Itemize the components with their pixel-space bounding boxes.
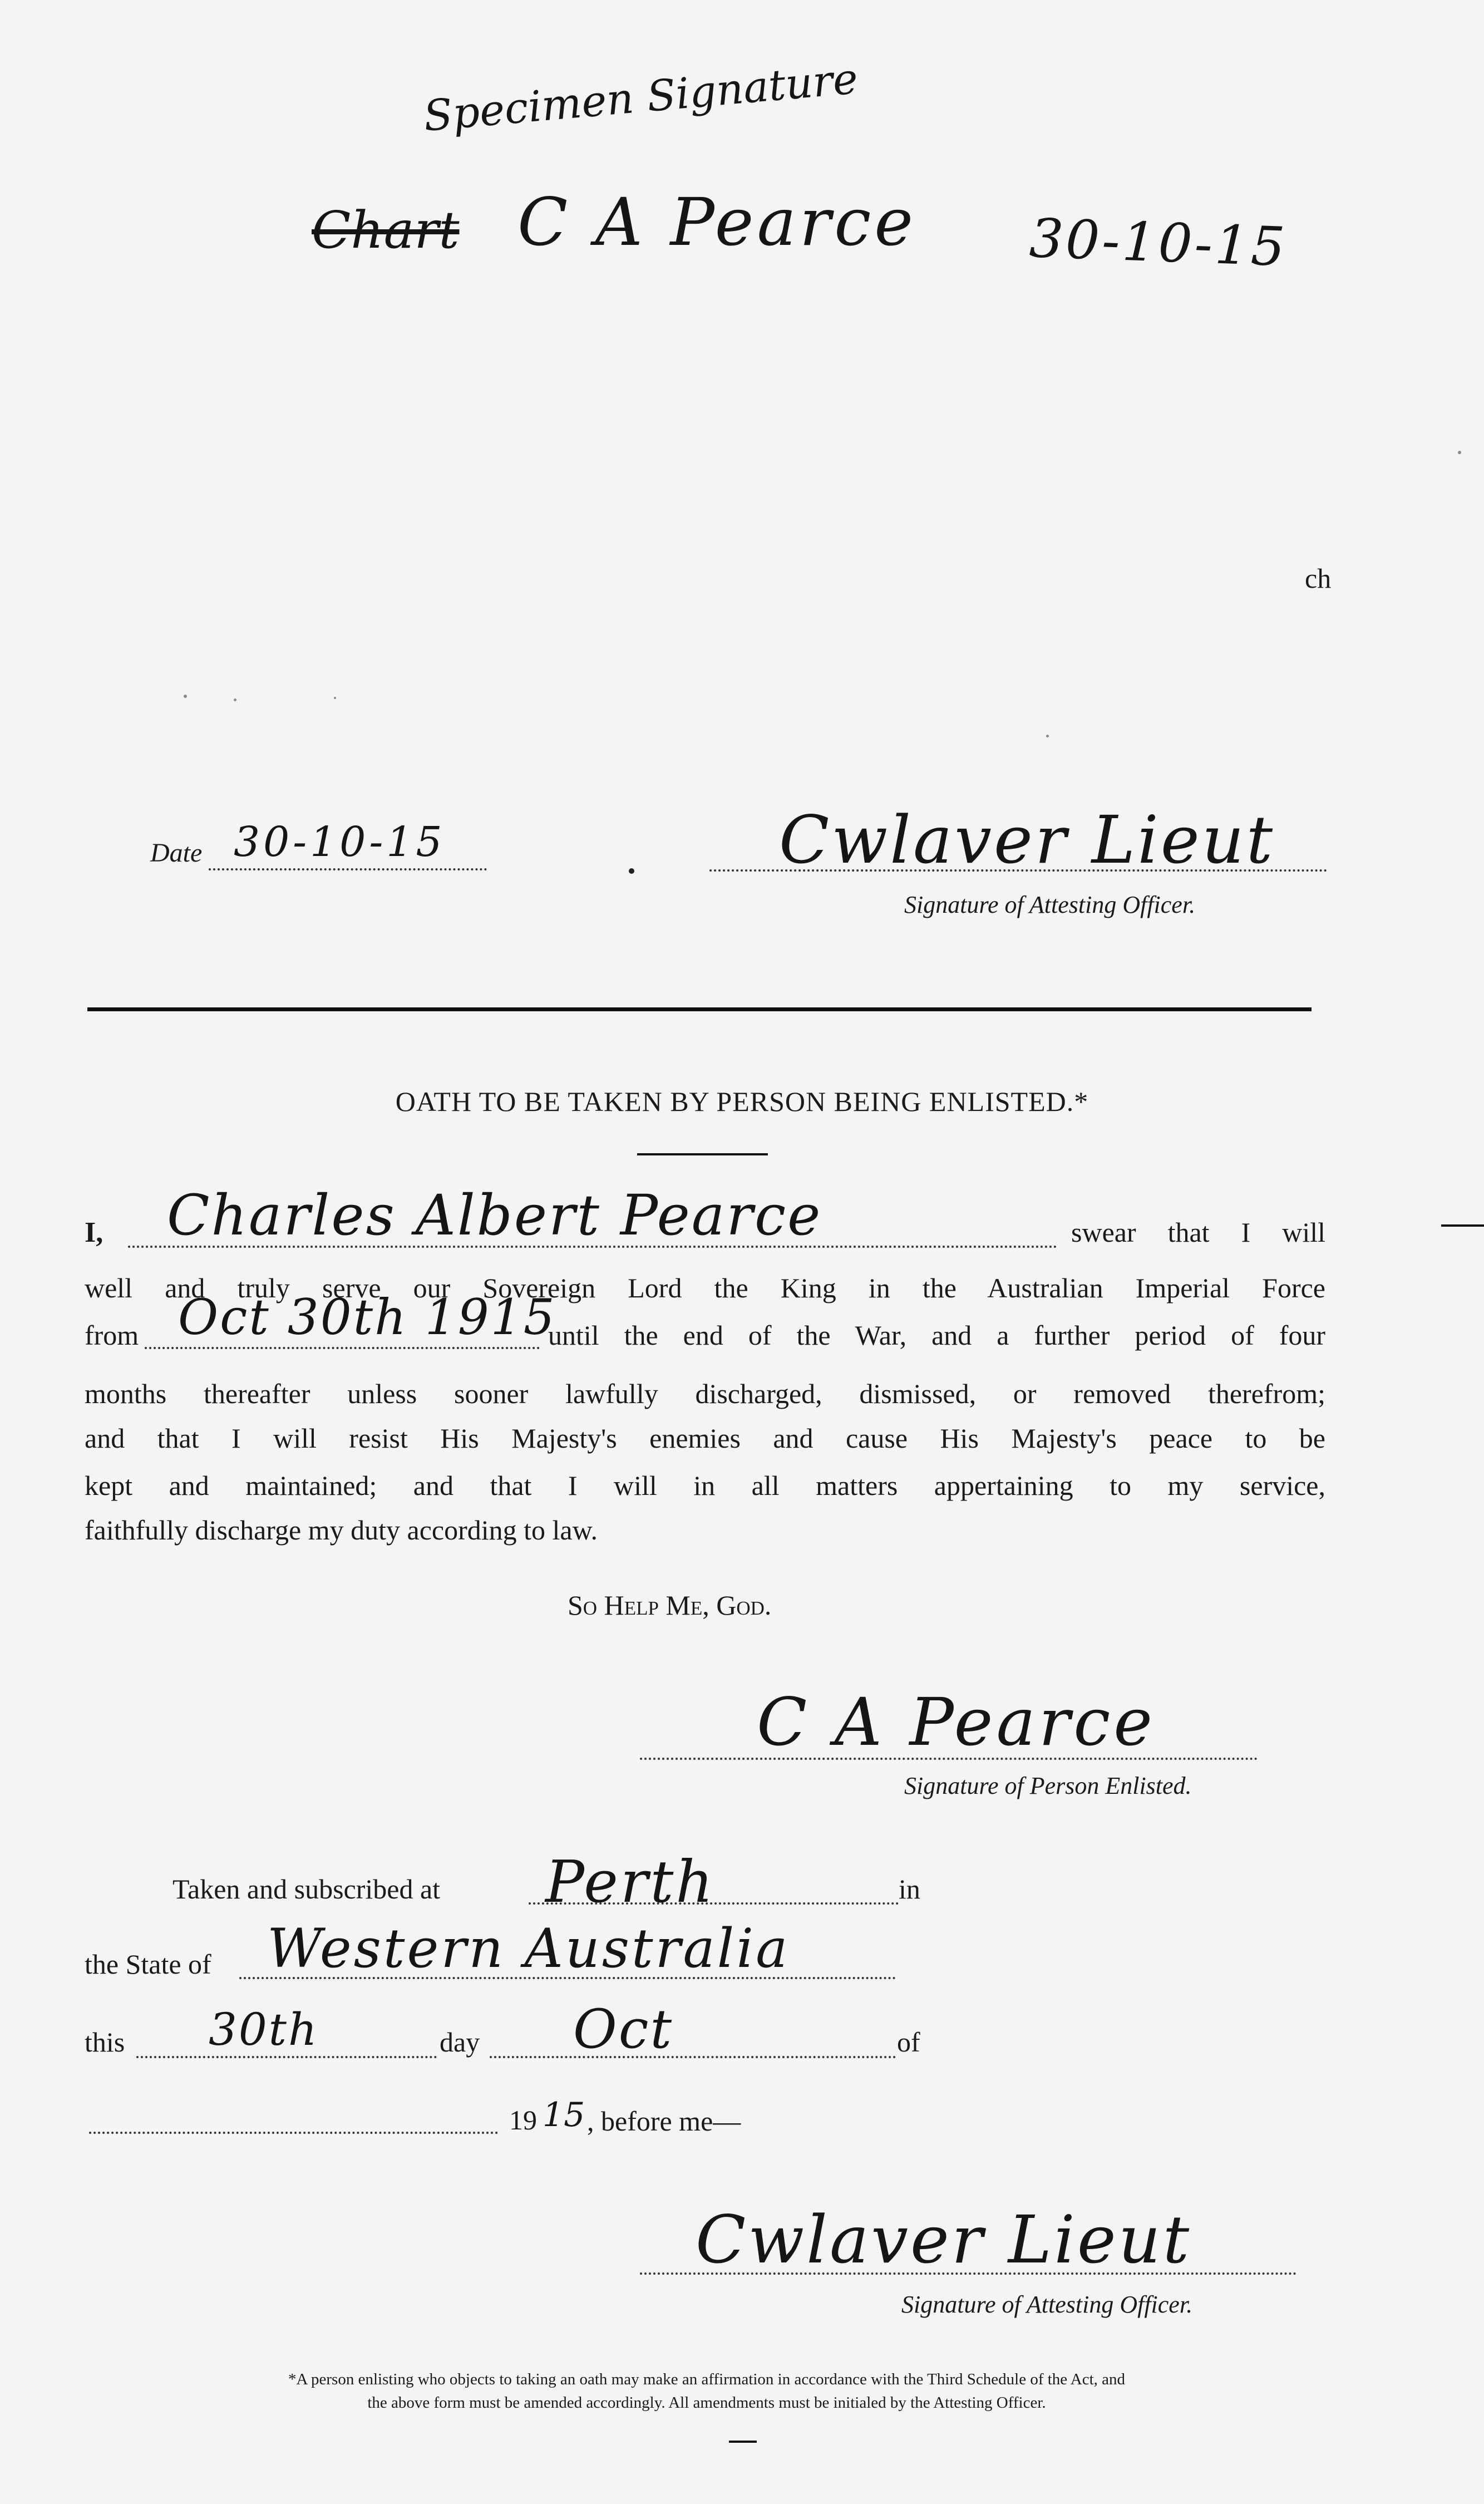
state-label: the State of bbox=[85, 1949, 211, 1980]
second-officer-caption: Signature of Attesting Officer. bbox=[901, 2291, 1193, 2318]
specimen-date: 30-10-15 bbox=[1028, 206, 1289, 279]
day-label: day bbox=[440, 2026, 480, 2058]
taken-label: Taken and subscribed at bbox=[172, 1873, 441, 1905]
section-divider bbox=[87, 1007, 1312, 1011]
subscription-day-value: 30th bbox=[209, 2004, 319, 2055]
title-underline bbox=[637, 1153, 768, 1155]
oath-title: OATH TO BE TAKEN BY PERSON BEING ENLISTED.* bbox=[395, 1086, 1089, 1117]
margin-fragment: ch bbox=[1305, 563, 1332, 594]
footnote-line2: the above form must be amended accordingly. All amendments must be initialed by the Attesting Officer. bbox=[367, 2394, 1046, 2412]
attesting-officer-signature: Cwlaver Lieut bbox=[779, 801, 1275, 878]
second-officer-signature: Cwlaver Lieut bbox=[696, 2201, 1192, 2278]
attestation-date-value: 30-10-15 bbox=[234, 818, 446, 866]
subscription-state: Western Australia bbox=[267, 1917, 790, 1980]
oath-line5: and that I will resist His Majesty's enemies and cause His Majesty's peace to be bbox=[85, 1423, 1325, 1454]
specimen-heading: Specimen Signature bbox=[421, 53, 860, 141]
attesting-officer-caption: Signature of Attesting Officer. bbox=[904, 891, 1196, 918]
of-label: of bbox=[897, 2026, 920, 2058]
subscription-place: Perth bbox=[545, 1848, 716, 1916]
in-label: in bbox=[899, 1873, 920, 1905]
oath-line7: faithfully discharge my duty according to law. bbox=[85, 1514, 598, 1546]
oath-from-label: from bbox=[85, 1320, 139, 1351]
oath-line2: well and truly serve our Sovereign Lord the King in the Australian Imperial Force bbox=[85, 1272, 1325, 1303]
oath-line1-tail: swear that I will bbox=[1071, 1217, 1325, 1248]
subscription-year-value: 15 bbox=[543, 2095, 585, 2134]
enlistee-caption: Signature of Person Enlisted. bbox=[904, 1772, 1192, 1799]
before-me-label: , before me— bbox=[587, 2105, 741, 2137]
enlistee-signature: C A Pearce bbox=[757, 1684, 1156, 1760]
enlistee-name: Charles Albert Pearce bbox=[167, 1183, 822, 1248]
subscription-month-value: Oct bbox=[573, 1998, 674, 2060]
year-prefix: 19 bbox=[509, 2104, 537, 2136]
oath-line3-tail: until the end of the War, and a further period of four bbox=[548, 1320, 1325, 1351]
specimen-struck-text: Chart bbox=[312, 200, 460, 260]
specimen-signature: C A Pearce bbox=[517, 184, 917, 260]
oath-line4: months thereafter unless sooner lawfully discharged, dismissed, or removed therefrom; bbox=[85, 1378, 1325, 1409]
oath-from-date: Oct 30th 1915 bbox=[178, 1288, 556, 1346]
right-margin-mark bbox=[1441, 1224, 1484, 1227]
oath-pronoun: I, bbox=[85, 1217, 103, 1248]
date-label: Date bbox=[150, 838, 203, 868]
oath-closing: So Help Me, God. bbox=[568, 1590, 772, 1621]
bottom-mark bbox=[729, 2441, 757, 2443]
oath-line6: kept and maintained; and that I will in all matters appertaining to my service, bbox=[85, 1470, 1325, 1501]
this-label: this bbox=[85, 2026, 125, 2058]
footnote-line1: *A person enlisting who objects to taking an oath may make an affirmation in accordance with the Third Schedule of the Act, and bbox=[288, 2370, 1126, 2388]
